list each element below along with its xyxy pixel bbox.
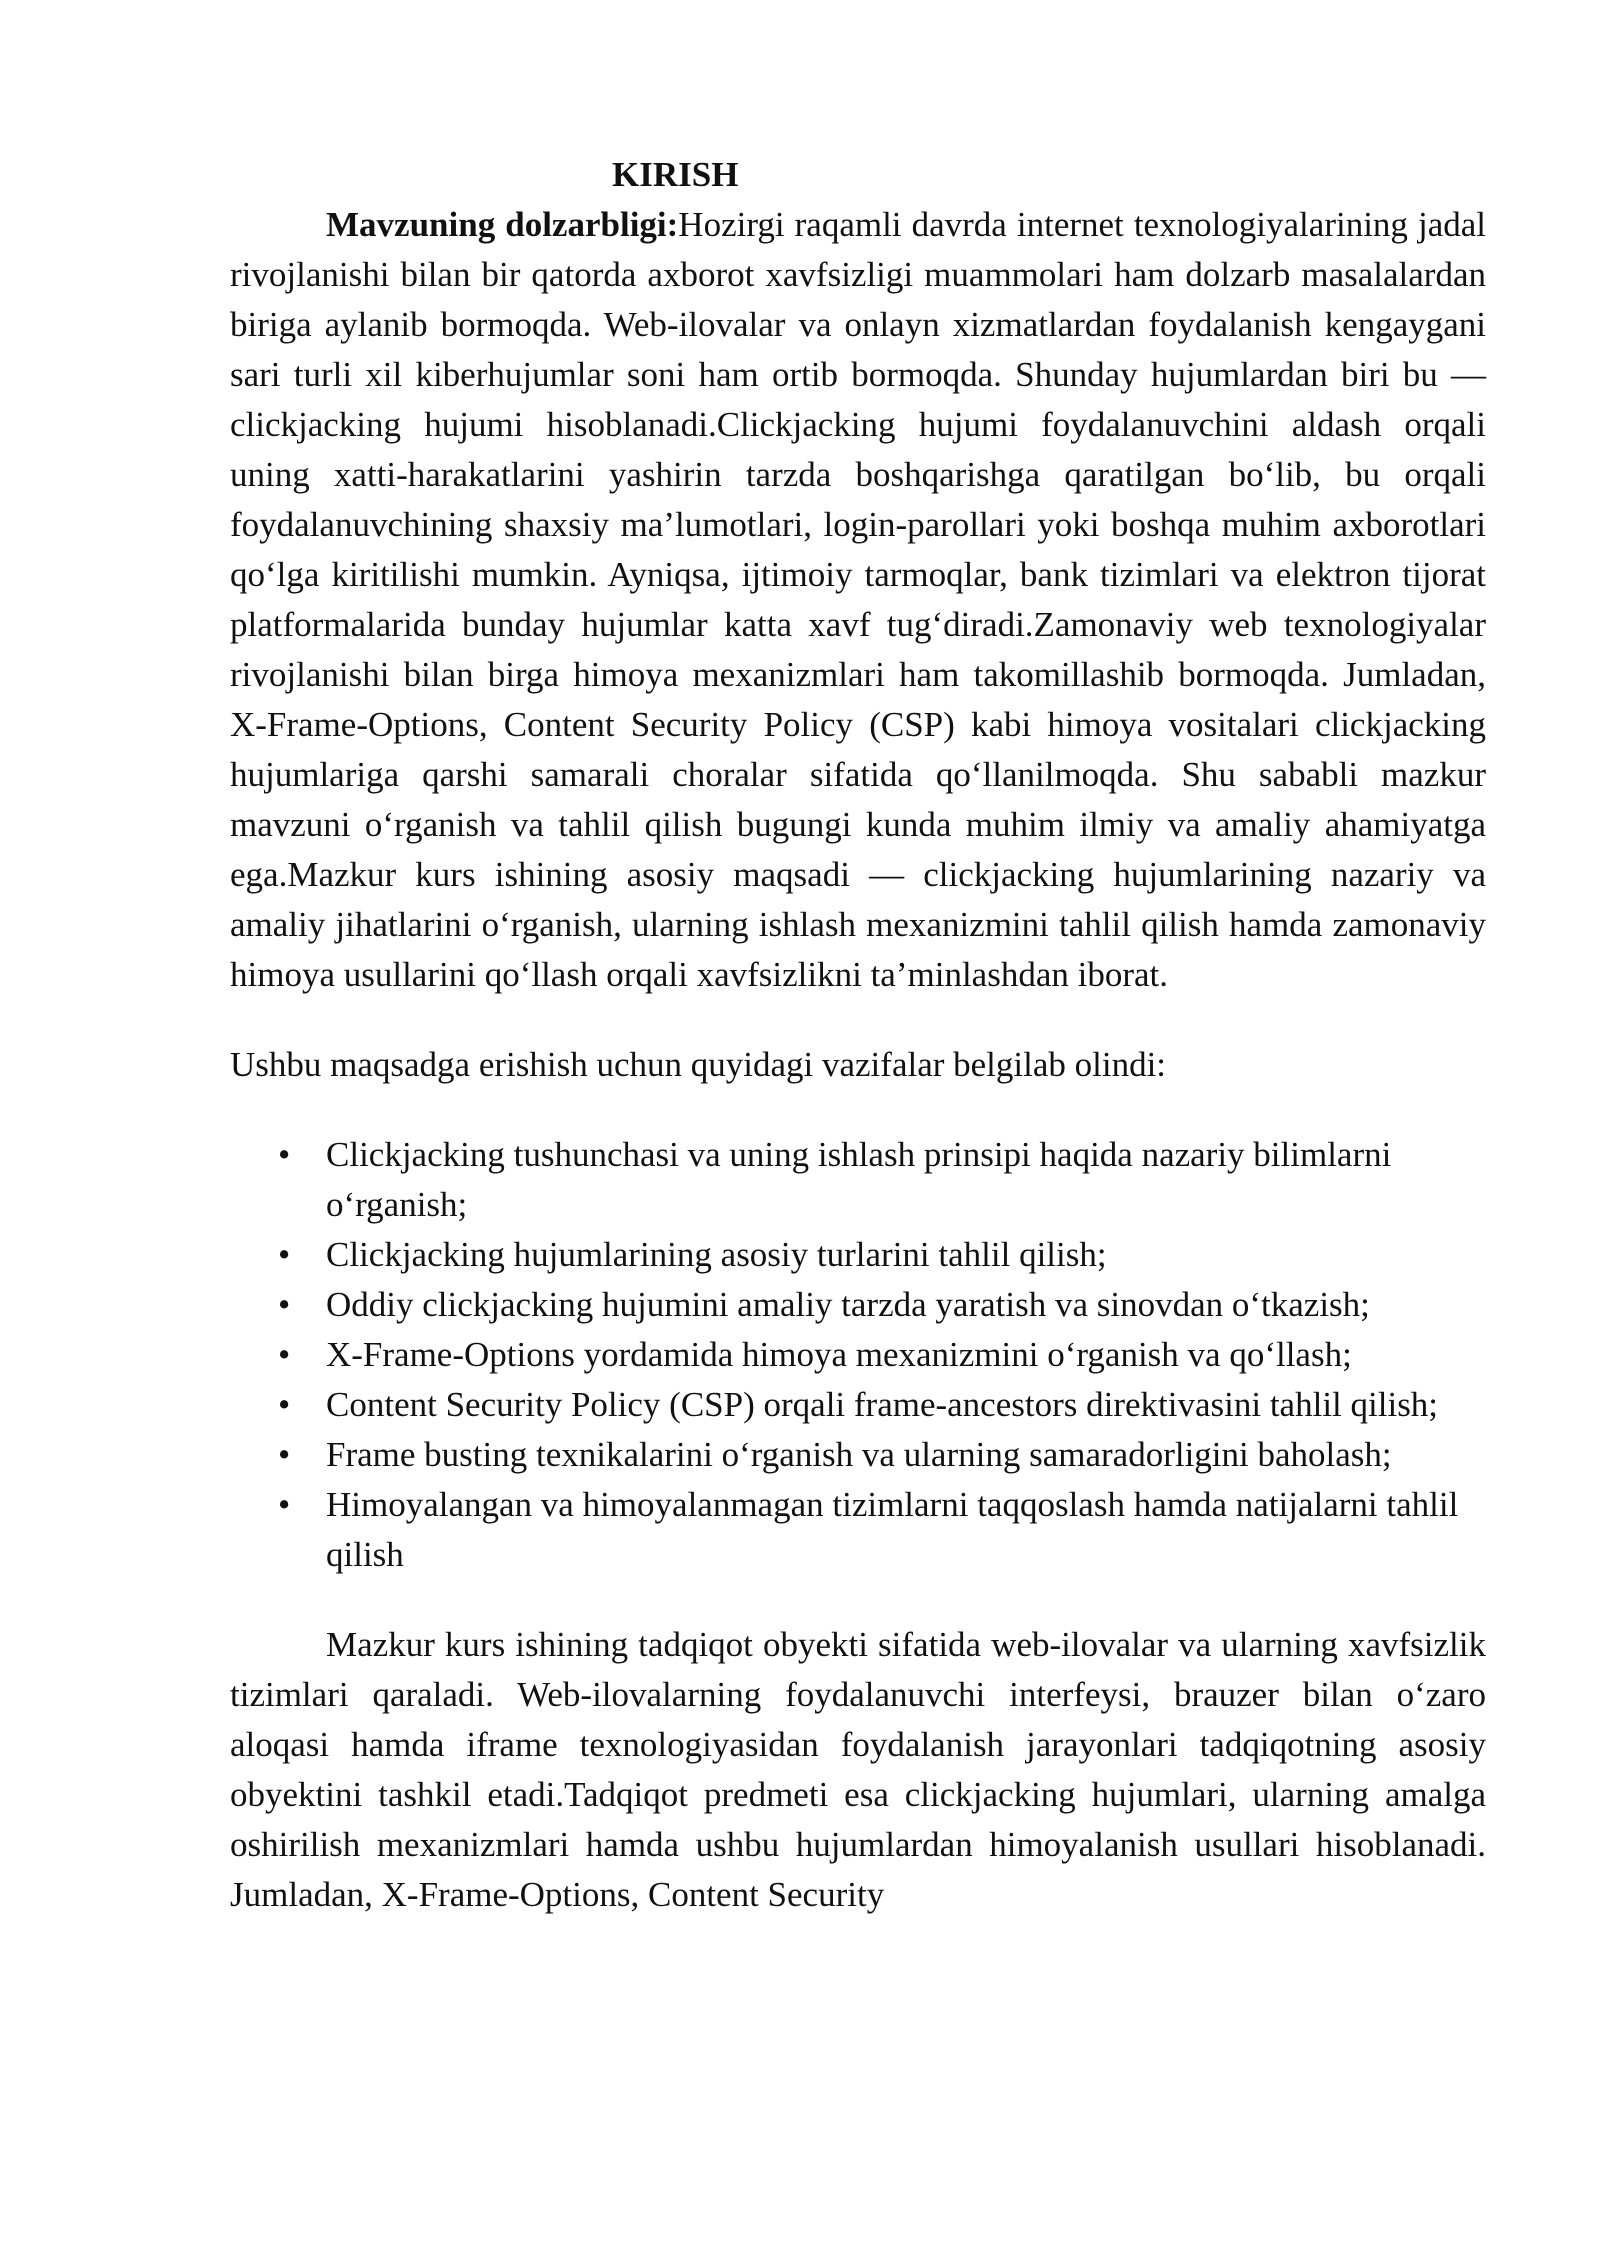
bullet-icon: • bbox=[278, 1285, 291, 1324]
task-text: X-Frame-Options yordamida himoya mexanizmini o‘rganish va qo‘llash; bbox=[326, 1335, 1352, 1374]
document-page bbox=[230, 150, 1486, 1920]
bullet-icon: • bbox=[278, 1135, 291, 1174]
bullet-icon: • bbox=[278, 1335, 291, 1374]
task-item bbox=[230, 1380, 1486, 1430]
relevance-paragraph bbox=[230, 200, 1486, 1000]
task-text: Himoyalangan va himoyalanmagan tizimlarni taqqoslash hamda natijalarni tahlil qilish bbox=[326, 1485, 1459, 1574]
task-item bbox=[230, 1230, 1486, 1280]
relevance-text: Hozirgi raqamli davrda internet texnologiyalarining jadal rivojlanishi bilan bir qatorda axborot xavfsizligi muammolari ham dolzarb masalalardan biriga aylanib bormoqda. Web-ilovalar va onlayn xizmatlardan foydalanish kengaygani sari turli xil kiberhujumlar soni ham ortib bormoqda. Shunday hujumlardan biri bu — clickjacking hujumi hisoblanadi.Clickjacking hujumi foydalanuvchini aldash orqali uning xatti-harakatlarini yashirin tarzda boshqarishga qaratilgan bo‘lib, bu orqali foydalanuvchining shaxsiy ma’lumotlari, login-parollari yoki boshqa muhim axborotlari qo‘lga kiritilishi mumkin. Ayniqsa, ijtimoiy tarmoqlar, bank tizimlari va elektron tijorat platformalarida bunday hujumlar katta xavf tug‘diradi.Zamonaviy web texnologiyalar rivojlanishi bilan birga himoya mexanizmlari ham takomillashib bormoqda. Jumladan, X-Frame-Options, Content Security Policy (CSP) kabi himoya vositalari clickjacking hujumlariga qarshi samarali choralar sifatida qo‘llanilmoqda. Shu sababli mazkur mavzuni o‘rganish va tahlil qilish bugungi kunda muhim ilmiy va amaliy ahamiyatga ega.Mazkur kurs ishining asosiy maqsadi — clickjacking hujumlarining nazariy va amaliy jihatlarini o‘rganish, ularning ishlash mexanizmini tahlil qilish hamda zamonaviy himoya usullarini qo‘llash orqali xavfsizlikni ta’minlashdan iborat. bbox=[230, 205, 1486, 994]
task-item bbox=[230, 1480, 1486, 1580]
task-text: Clickjacking tushunchasi va uning ishlash prinsipi haqida nazariy bilimlarni o‘rganish; bbox=[326, 1135, 1392, 1224]
task-list bbox=[230, 1130, 1486, 1580]
task-item bbox=[230, 1330, 1486, 1380]
section-heading: KIRISH bbox=[612, 155, 739, 194]
bullet-icon: • bbox=[278, 1385, 291, 1424]
task-text: Oddiy clickjacking hujumini amaliy tarzda yaratish va sinovdan o‘tkazish; bbox=[326, 1285, 1370, 1324]
research-object-paragraph: Mazkur kurs ishining tadqiqot obyekti sifatida web-ilovalar va ularning xavfsizlik tizimlari qaraladi. Web-ilovalarning foydalanuvchi interfeysi, brauzer bilan o‘zaro aloqasi hamda iframe texnologiyasidan foydalanish jarayonlari tadqiqotning asosiy obyektini tashkil etadi.Tadqiqot predmeti esa clickjacking hujumlari, ularning amalga oshirilish mexanizmlari hamda ushbu hujumlardan himoyalanish usullari hisoblanadi. Jumladan, X-Frame-Options, Content Security bbox=[230, 1625, 1486, 1914]
bullet-icon: • bbox=[278, 1235, 291, 1274]
task-text: Clickjacking hujumlarining asosiy turlarini tahlil qilish; bbox=[326, 1235, 1107, 1274]
relevance-label: Mavzuning dolzarbligi: bbox=[326, 205, 679, 244]
bullet-icon: • bbox=[278, 1435, 291, 1474]
task-item bbox=[230, 1430, 1486, 1480]
task-text: Frame busting texnikalarini o‘rganish va ularning samaradorligini baholash; bbox=[326, 1435, 1392, 1474]
task-item bbox=[230, 1130, 1486, 1230]
task-text: Content Security Policy (CSP) orqali frame-ancestors direktivasini tahlil qilish; bbox=[326, 1385, 1439, 1424]
bullet-icon: • bbox=[278, 1485, 291, 1524]
task-item bbox=[230, 1280, 1486, 1330]
tasks-intro: Ushbu maqsadga erishish uchun quyidagi vazifalar belgilab olindi: bbox=[230, 1045, 1167, 1084]
